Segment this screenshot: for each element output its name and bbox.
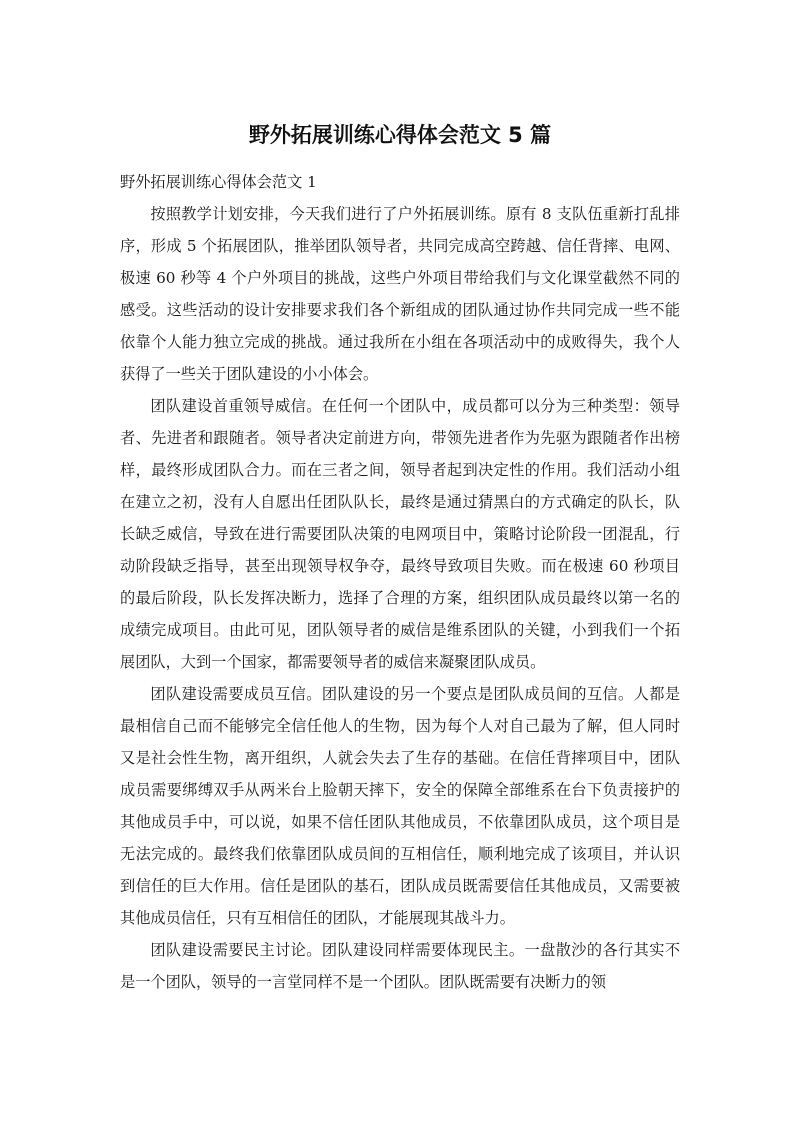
paragraph: 按照教学计划安排，今天我们进行了户外拓展训练。原有 8 支队伍重新打乱排序，形成 5 个拓展团队，推举团队领导者，共同完成高空跨越、信任背摔、电网、极速 60 秒等 4 个户外项目的挑战，这些户外项目带给我们与文化课堂截然不同的感受。这些活动的设计安排要求我们各个新组成的团队通过协作共同完成一些不能依靠个人能力独立完成的挑战。通过我所在小组在各项活动中的成败得失，我个人获得了一些关于团队建设的小小体会。 — [120, 205, 680, 383]
paragraph: 团队建设首重领导威信。在任何一个团队中，成员都可以分为三种类型：领导者、先进者和跟随者。领导者决定前进方向，带领先进者作为先驱为跟随者作出榜样，最终形成团队合力。而在三者之间，领导者起到决定性的作用。我们活动小组在建立之初，没有人自愿出任团队队长，最终是通过猜黑白的方式确定的队长，队长缺乏威信，导致在进行需要团队决策的电网项目中，策略讨论阶段一团混乱，行动阶段缺乏指导，甚至出现领导权争夺，最终导致项目失败。而在极速 60 秒项目的最后阶段，队长发挥决断力，选择了合理的方案，组织团队成员最终以第一名的成绩完成项目。由此可见，团队领导者的威信是维系团队的关键，小到我们一个拓展团队，大到一个国家，都需要领导者的威信来凝聚团队成员。 — [120, 397, 680, 671]
document-title: 野外拓展训练心得体会范文 5 篇 — [248, 123, 552, 147]
paragraph: 团队建设需要民主讨论。团队建设同样需要体现民主。一盘散沙的各行其实不是一个团队，领导的一言堂同样不是一个团队。团队既需要有决断力的领 — [120, 941, 680, 991]
paragraph: 团队建设需要成员互信。团队建设的另一个要点是团队成员间的互信。人都是最相信自己而不能够完全信任他人的生物，因为每个人对自己最为了解，但人同时又是社会性生物，离开组织，人就会失去了生存的基础。在信任背摔项目中，团队成员需要绑缚双手从两米台上脸朝天摔下，安全的保障全部维系在台下负责接护的其他成员手中，可以说，如果不信任团队其他成员，不依靠团队成员，这个项目是无法完成的。最终我们依靠团队成员间的互相信任，顺利地完成了该项目，并认识到信任的巨大作用。信任是团队的基石，团队成员既需要信任其他成员，又需要被其他成员信任，只有互相信任的团队，才能展现其战斗力。 — [120, 685, 680, 927]
section-subtitle: 野外拓展训练心得体会范文 1 — [120, 173, 317, 191]
